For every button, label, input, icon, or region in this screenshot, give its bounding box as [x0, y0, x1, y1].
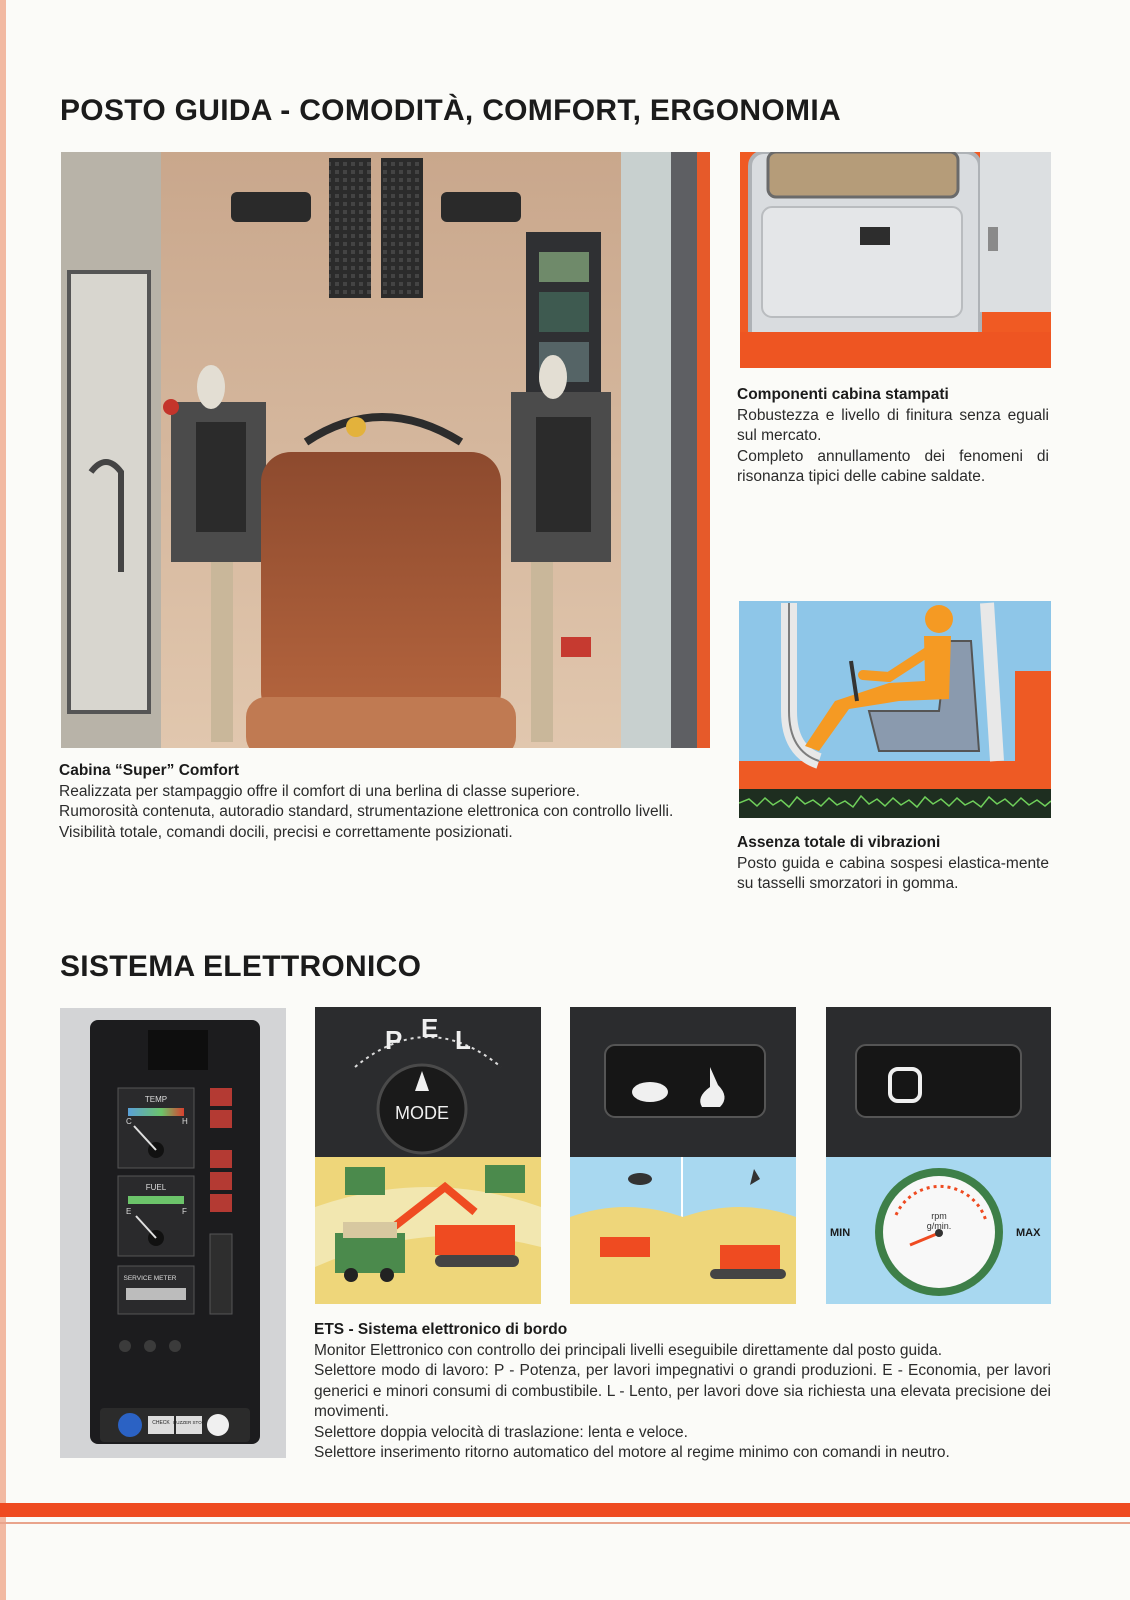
- gauge-min-label: MIN: [830, 1227, 851, 1239]
- travel-speed-switch-photo: [570, 1007, 796, 1304]
- vibration-illustration: [739, 601, 1051, 818]
- section-title-sistema-elettronico: SISTEMA ELETTRONICO: [60, 950, 422, 983]
- cabin-interior-photo: [61, 152, 710, 748]
- ets-caption-title: ETS - Sistema elettronico di bordo: [314, 1321, 568, 1338]
- footer-accent-line: [0, 1522, 1130, 1524]
- cabina-caption-title: Cabina “Super” Comfort: [59, 762, 239, 779]
- mode-letter-e: E: [421, 1013, 439, 1043]
- turtle-icon: [632, 1082, 668, 1102]
- componenti-caption-title: Componenti cabina stampati: [737, 386, 949, 403]
- cabina-caption-line: Realizzata per stampaggio offre il comfort di una berlina di classe superiore.: [59, 782, 580, 800]
- componenti-caption-line: Completo annullamento dei fenomeni di risonanza tipici delle cabine saldate.: [737, 447, 1049, 485]
- ets-caption-line: Monitor Elettronico con controllo dei principali livelli eseguibile direttamente dal posto guida.: [314, 1341, 943, 1359]
- vibrazioni-caption-line: Posto guida e cabina sospesi elastica-mente su tasselli smorzatori in gomma.: [737, 854, 1049, 892]
- componenti-caption-line: Robustezza e livello di finitura senza eguali sul mercato.: [737, 406, 1049, 444]
- page-left-edge: [0, 0, 6, 1600]
- mode-letter-l: L: [455, 1025, 471, 1055]
- ets-caption: [314, 1320, 1051, 1464]
- ets-caption-line: Selettore doppia velocità di traslazione: lenta e veloce.: [314, 1423, 688, 1441]
- gauge-max-label: MAX: [1016, 1227, 1041, 1239]
- footer-accent-bar: [0, 1503, 1130, 1517]
- section-title-posto-guida: POSTO GUIDA - COMODITÀ, COMFORT, ERGONOMIA: [60, 94, 841, 127]
- mode-letter-p: P: [385, 1025, 403, 1055]
- gauge-unit-rpm: rpm: [931, 1211, 947, 1221]
- mode-selector-photo: [315, 1007, 541, 1304]
- cabina-caption: [59, 761, 715, 843]
- ets-caption-line: Selettore modo di lavoro: P - Potenza, per lavori impegnativi o grandi produzioni. E - Economia, per lavori generici e minori consumi di combustibile. L - Lento, per lavori dove sia richiesta una elevata precisione dei movimenti.: [314, 1362, 1051, 1420]
- mode-dial-label: MODE: [395, 1103, 449, 1123]
- fuel-e-label: E: [126, 1207, 132, 1216]
- gauge-unit-gmin: g/min.: [926, 1221, 952, 1231]
- fuel-f-label: F: [182, 1207, 187, 1216]
- cabin-door-photo: [740, 152, 1051, 368]
- auto-idle-switch-photo: [826, 1007, 1051, 1304]
- componenti-caption: [737, 385, 1049, 488]
- cabina-caption-line: Visibilità totale, comandi docili, precisi e correttamente posizionati.: [59, 823, 513, 841]
- buzzer-stop-label: BUZZER STOP: [173, 1420, 205, 1425]
- temp-h-label: H: [182, 1117, 188, 1126]
- cabina-caption-line: Rumorosità contenuta, autoradio standard, strumentazione elettronica con controllo livelli.: [59, 803, 674, 820]
- temp-label: TEMP: [144, 1095, 168, 1104]
- service-meter-label: SERVICE METER: [123, 1275, 177, 1282]
- ets-caption-line: Selettore inserimento ritorno automatico del motore al regime minimo con comandi in neutro.: [314, 1444, 950, 1461]
- temp-c-label: C: [126, 1117, 132, 1126]
- check-label: CHECK: [152, 1420, 170, 1426]
- fuel-label: FUEL: [145, 1183, 167, 1192]
- vibrazioni-caption-title: Assenza totale di vibrazioni: [737, 834, 941, 851]
- monitor-panel-photo: [60, 1008, 286, 1458]
- vibrazioni-caption: [737, 833, 1049, 895]
